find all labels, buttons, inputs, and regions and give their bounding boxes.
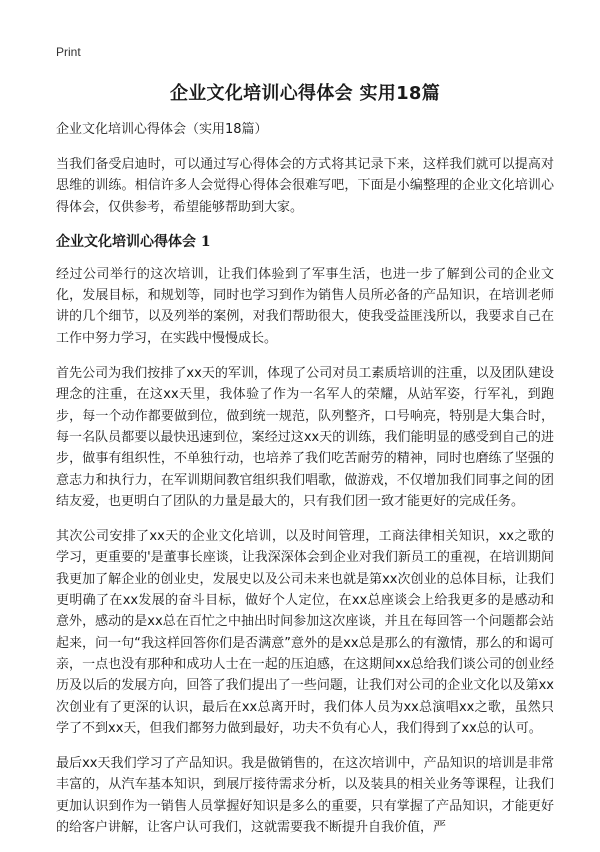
body-paragraph: 其次公司安排了xx天的企业文化培训，以及时间管理，工商法律相关知识，xx之歌的学习，更重要的'是董事长座谈，让我深深体会到企业对我们新员工的重视，在培训期间我更加了解企业的创业史，发展史以及公司未来也就是第xx次创业的总体目标，让我们更明确了在xx发展的奋斗目标，做好个人定位，在xx总座谈会上给我更多的是感动和意外，感动的是xx总在百忙之中抽出时间参加这次座谈，并且在每回答一个问题都会站起来，问一句“我这样回答你们是否满意”意外的是xx总是那么的有激情，那么的和谒可亲，一点也没有那种和成功人士在一起的压迫感，在这期间xx总给我们谈公司的创业经历及以后的发展方向，回答了我们提出了一些问题，让我们对公司的企业文化以及第xx次创业有了更深的认识，最后在xx总离开时，我们体人员为xx总演唱xx之歌，虽然只学了不到xx天，但我们都努力做到最好，功夫不负有心人，我们得到了xx总的认可。 <box>56 529 554 736</box>
body-paragraph: 经过公司举行的这次培训，让我们体验到了军事生活，也进一步了解到公司的企业文化，发展目标，和规划等，同时也学习到作为销售人员所必备的产品知识，在培训老师讲的几个细节，以及列举的案例，对我们帮助很大，使我受益匪浅所以，我要求自己在工作中努力学习，在实践中慢慢成长。 <box>56 266 554 346</box>
intro-paragraph: 当我们备受启迪时，可以通过写心得体会的方式将其记录下来，这样我们就可以提高对思维的训练。相信许多人会觉得心得体会很难写吧，下面是小编整理的企业文化培训心得体会，仅供参考，希望能够帮助到大家。 <box>56 157 554 215</box>
section-heading: 企业文化培训心得体会 1 <box>56 233 211 250</box>
print-label[interactable]: Print <box>56 45 81 59</box>
body-paragraph: 首先公司为我们按排了xx天的军训，体现了公司对员工素质培训的注重，以及团队建设理念的注重，在这xx天里，我体验了作为一名军人的荣耀，从站军姿，行军礼，到跑步，每一个动作都要做到位，做到统一规范，队列整齐，口号响亮，特别是大集合时，每一名队员都要以最快迅速到位，案经过这xx天的训练，我们能明显的感受到自己的进步，做事有组织性，不单独行动，也培养了我们吃苦耐劳的精神，同时也磨练了坚强的意志力和执行力，在军训期间教官组织我们唱歌，做游戏，不仅增加我们同事之间的团结友爱，也更明白了团队的力量是最大的，只有我们团一致才能更好的完成任务。 <box>56 366 554 509</box>
document-title: 企业文化培训心得体会 实用18篇 <box>169 83 441 104</box>
document-subtitle: 企业文化培训心得体会（实用18篇） <box>56 122 268 137</box>
body-paragraph: 最后xx天我们学习了产品知识。我是做销售的，在这次培训中，产品知识的培训是非常丰富的，从汽车基本知识，到展厅接待需求分析，以及装具的相关业务等课程，让我们更加认识到作为一销售人员掌握好知识是多么的重要，只有掌握了产品知识，才能更好的给客户讲解，让客户认可我们，这就需要我不断提升自我价值，严 <box>56 756 554 836</box>
document-page <box>56 44 554 852</box>
